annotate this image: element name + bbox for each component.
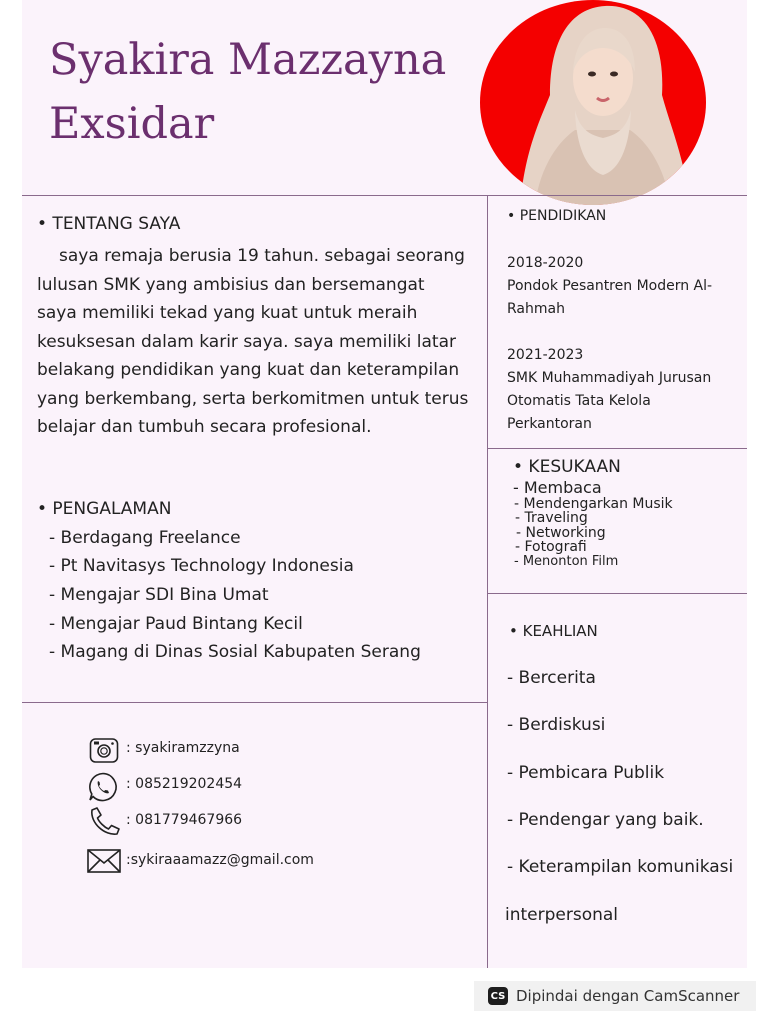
camscanner-label: Dipindai dengan CamScanner <box>516 987 740 1005</box>
education-school: SMK Muhammadiyah Jurusan <box>507 370 712 386</box>
education-school: Otomatis Tata Kelola <box>507 393 651 409</box>
profile-photo-illustration <box>480 0 706 205</box>
skill-item: - Berdiskusi <box>507 715 606 735</box>
hobby-item: - Menonton Film <box>514 554 619 569</box>
hobby-item: - Fotografi <box>515 539 587 555</box>
whatsapp-icon <box>87 771 119 807</box>
divider-left-bottom <box>22 702 487 703</box>
education-school: Pondok Pesantren Modern Al- <box>507 278 713 294</box>
instagram-icon <box>89 736 119 768</box>
mail-icon <box>87 849 121 877</box>
experience-heading: • PENGALAMAN <box>37 499 172 519</box>
education-years: 2021-2023 <box>507 347 584 363</box>
hobby-item: - Mendengarkan Musik <box>514 496 673 512</box>
skill-item: - Pembicara Publik <box>507 763 665 783</box>
skill-item: - Bercerita <box>507 668 596 688</box>
contact-phone: : 081779467966 <box>126 812 243 828</box>
education-school: Rahmah <box>507 301 565 317</box>
name-line-1: Syakira Mazzayna <box>49 35 447 85</box>
hobby-item: - Traveling <box>515 510 588 526</box>
name-line-2: Exsidar <box>49 99 215 149</box>
skill-item: - Pendengar yang baik. <box>507 810 704 830</box>
experience-item: - Mengajar SDI Bina Umat <box>49 585 269 605</box>
experience-item: - Berdagang Freelance <box>49 528 241 548</box>
camscanner-watermark <box>474 981 756 1011</box>
experience-item: - Magang di Dinas Sosial Kabupaten Serang <box>49 642 421 662</box>
contact-instagram: : syakiramzzyna <box>126 740 240 756</box>
education-heading: • PENDIDIKAN <box>507 208 607 224</box>
divider-right-2 <box>487 593 747 594</box>
education-school: Perkantoran <box>507 416 592 432</box>
camscanner-logo-icon: CS <box>488 987 508 1005</box>
hobby-item: - Networking <box>516 525 606 541</box>
skills-heading: • KEAHLIAN <box>509 622 598 640</box>
contact-whatsapp: : 085219202454 <box>126 776 243 792</box>
divider-header <box>22 195 747 196</box>
about-paragraph: saya remaja berusia 19 tahun. sebagai seorang lulusan SMK yang ambisius dan bersemangat saya memiliki tekad yang kuat untuk meraih kesuksesan dalam karir saya. saya memiliki latar belakang pendidikan yang kuat dan keterampilan yang berkembang, serta berkomitmen untuk terus belajar dan tumbuh secara profesional. <box>37 246 469 437</box>
education-years: 2018-2020 <box>507 255 584 271</box>
hobby-item: - Membaca <box>513 478 602 497</box>
resume-name <box>49 28 446 156</box>
divider-right-1 <box>487 448 747 449</box>
skill-item: - Keterampilan komunikasi <box>507 857 734 877</box>
about-heading: • TENTANG SAYA <box>37 214 181 234</box>
experience-item: - Mengajar Paud Bintang Kecil <box>49 614 303 634</box>
profile-photo <box>480 0 706 205</box>
about-text <box>37 242 469 442</box>
experience-item: - Pt Navitasys Technology Indonesia <box>49 556 354 576</box>
contact-email: :sykiraaamazz@gmail.com <box>126 852 314 868</box>
skill-item: interpersonal <box>505 905 619 925</box>
divider-column <box>487 195 488 968</box>
hobbies-heading: • KESUKAAN <box>513 457 621 477</box>
phone-icon <box>87 806 125 840</box>
